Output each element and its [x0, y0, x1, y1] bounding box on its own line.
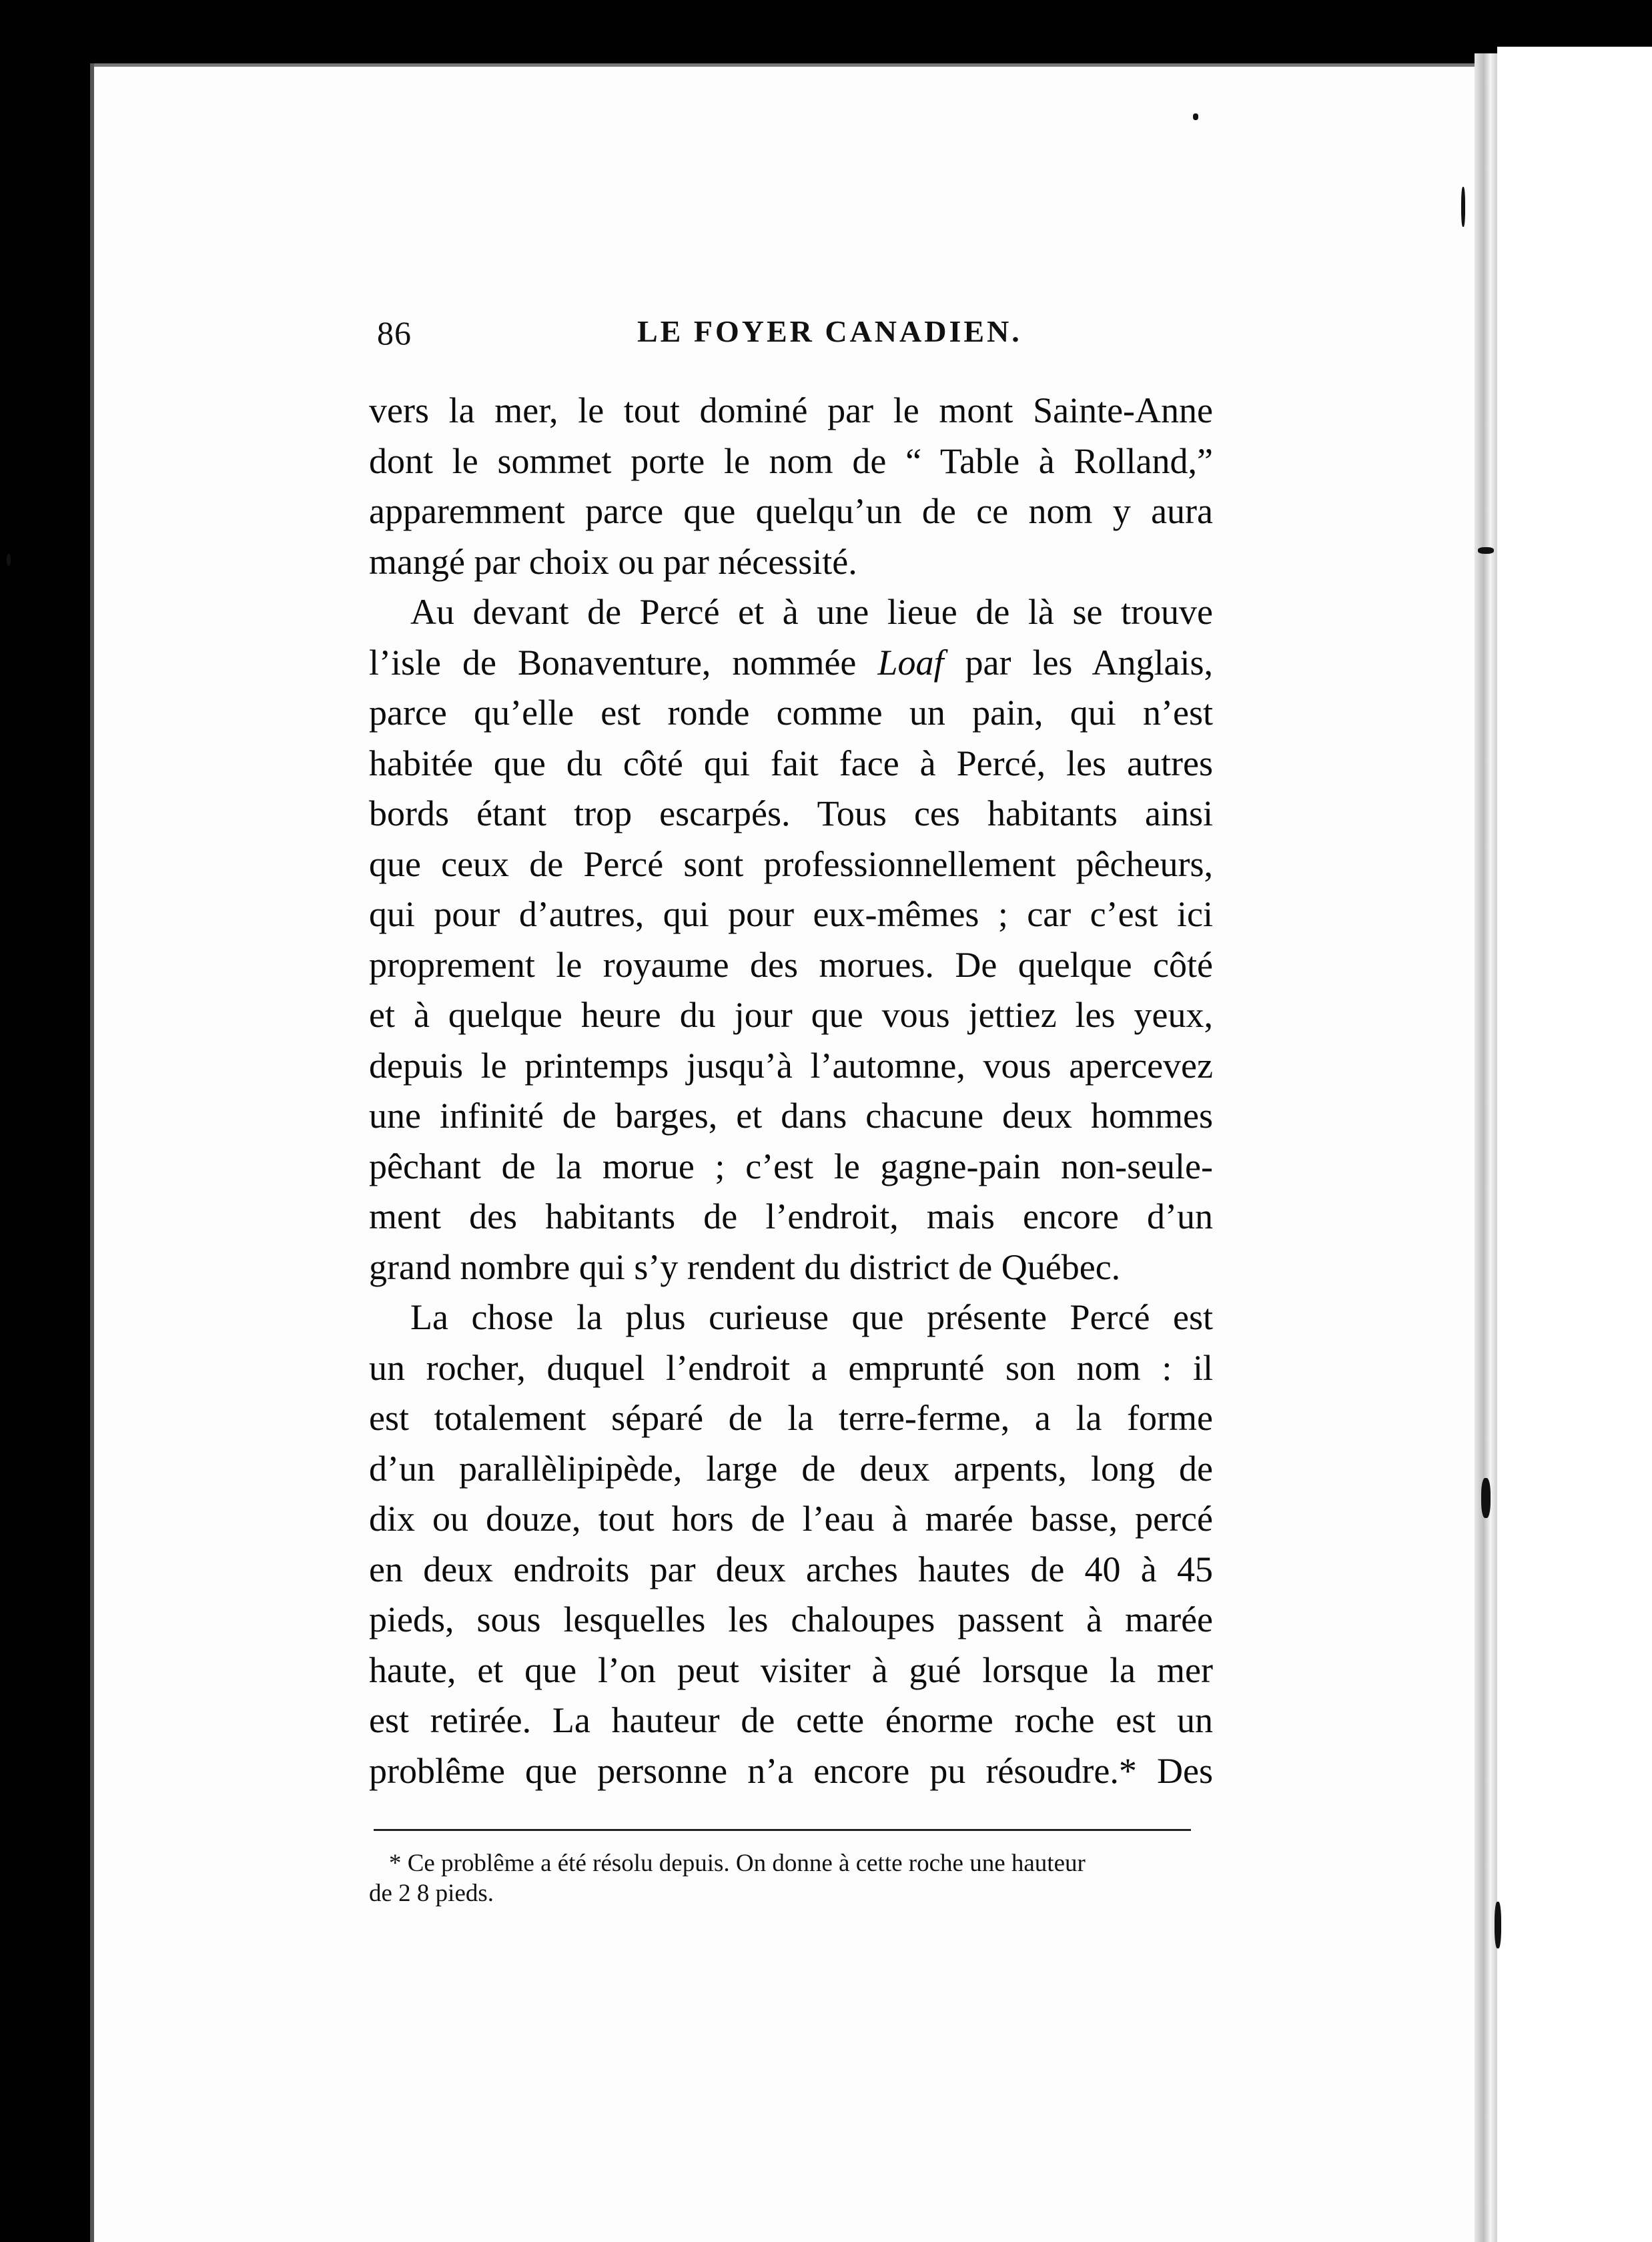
text-line: que ceux de Percé sont professionnellement pêcheurs, — [369, 843, 1213, 884]
paragraph-start-line: Au devant de Percé et à une lieue de là se trouve — [410, 592, 1213, 632]
text-line: est totalement séparé de la terre-ferme, a la forme — [369, 1398, 1213, 1438]
text-line: bords étant trop escarpés. Tous ces habitants ainsi — [369, 793, 1213, 833]
text-line: est retirée. La hauteur de cette énorme roche est un — [369, 1700, 1213, 1740]
page-edge-shadow — [1475, 53, 1497, 2242]
text-line — [369, 638, 1213, 689]
body-text — [369, 386, 1213, 1796]
text-line: haute, et que l’on peut visiter à gué lorsque la mer — [369, 1649, 1213, 1690]
paragraph-start-line: La chose la plus curieuse que présente Percé est — [410, 1297, 1213, 1337]
text-line: depuis le printemps jusqu’à l’automne, vous apercevez — [369, 1045, 1213, 1086]
text-fragment: par les Anglais, — [943, 642, 1213, 683]
footnote — [369, 1848, 1210, 1908]
text-line: en deux endroits par deux arches hautes de 40 à 45 — [369, 1549, 1213, 1589]
page-header — [377, 314, 1551, 354]
text-line: dont le sommet porte le nom de “ Table à Rolland,” — [369, 440, 1213, 481]
text-line: apparemment parce que quelqu’un de ce nom y aura — [369, 491, 1213, 531]
running-head: LE FOYER CANADIEN. — [637, 314, 1022, 348]
footnote-line: * Ce problême a été résolu depuis. On donne à cette roche une hauteur — [389, 1850, 1086, 1877]
scan-speck — [1193, 113, 1198, 120]
text-line: et à quelque heure du jour que vous jettiez les yeux, — [369, 995, 1213, 1035]
text-fragment: l’isle de Bonaventure, nommée — [369, 642, 878, 683]
footnote-rule — [374, 1829, 1191, 1831]
scan-speck — [1495, 1902, 1501, 1948]
text-line: dix ou douze, tout hors de l’eau à marée basse, percé — [369, 1499, 1213, 1539]
text-line: parce qu’elle est ronde comme un pain, qui n’est — [369, 693, 1213, 733]
italic-word: Loaf — [877, 642, 944, 683]
text-line: un rocher, duquel l’endroit a emprunté son nom : il — [369, 1347, 1213, 1388]
page-number: 86 — [377, 314, 412, 352]
footnote-line: de 2 8 pieds. — [369, 1880, 494, 1907]
scan-speck — [1478, 547, 1494, 554]
text-line: mangé par choix ou par nécessité. — [369, 541, 857, 582]
text-line: problême que personne n’a encore pu résoudre.* Des — [369, 1750, 1213, 1791]
scan-speck — [1481, 1478, 1491, 1518]
text-line: habitée que du côté qui fait face à Percé, les autres — [369, 743, 1213, 783]
text-line: proprement le royaume des morues. De quelque côté — [369, 944, 1213, 985]
text-line: qui pour d’autres, qui pour eux-mêmes ; car c’est ici — [369, 894, 1213, 934]
facing-page-edge — [1497, 47, 1652, 2242]
text-line: ment des habitants de l’endroit, mais encore d’un — [369, 1196, 1213, 1236]
text-line: vers la mer, le tout dominé par le mont Sainte-Anne — [369, 390, 1213, 430]
text-line: une infinité de barges, et dans chacune deux hommes — [369, 1096, 1213, 1136]
scan-border-left — [0, 0, 93, 2242]
text-line: pieds, sous lesquelles les chaloupes passent à marée — [369, 1599, 1213, 1639]
text-line: d’un parallèlipipède, large de deux arpents, long de — [369, 1448, 1213, 1489]
text-line: grand nombre qui s’y rendent du district de Québec. — [369, 1246, 1121, 1287]
text-line: pêchant de la morue ; c’est le gagne-pain non-seule- — [369, 1146, 1213, 1186]
scan-speck — [7, 554, 11, 566]
scan-speck — [1461, 187, 1465, 227]
